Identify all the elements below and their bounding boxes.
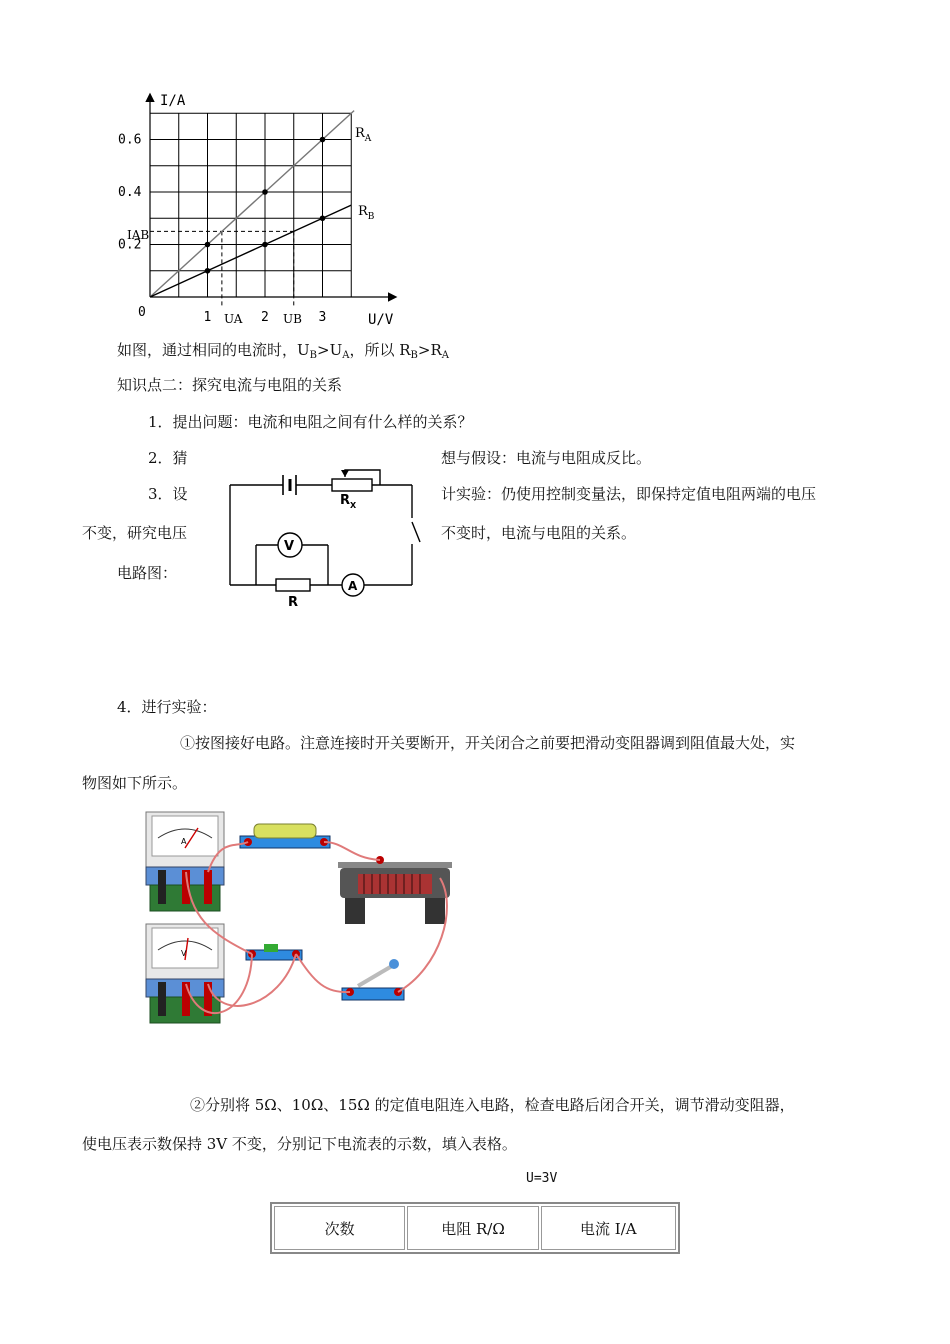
slider-arrow [341,470,349,477]
step-3-right: 计实验：仍使用控制变量法，即保持定值电阻两端的电压 [441,485,817,503]
para2-line1: ②分别将 5Ω、10Ω、15Ω 的定值电阻连入电路，检查电路后闭合开关，调节滑动变阻器， [190,1096,795,1114]
voltmeter-letter: V [284,539,295,554]
apparatus-illustration [140,808,470,1040]
dashed-guides [150,231,294,307]
result-table [270,1202,680,1254]
x-axis-label: U/V [368,312,394,328]
table-header-cell: 次数 [274,1206,405,1250]
y-tick-label: 0.4 [118,185,142,200]
fixed-resistor-middle [246,944,302,960]
series-label-rb: $R_B$ [358,204,375,222]
para1-line2: 物图如下所示。 [82,774,188,792]
step-1: 1．提出问题：电流和电阻之间有什么样的关系？ [148,413,473,431]
table-caption: U=3V [526,1171,558,1186]
data-point [262,189,268,195]
data-point [205,268,211,274]
step-4: 4．进行实验： [117,698,217,716]
x-tick-label: 2 [261,310,269,325]
svg-text:V: V [181,949,187,958]
data-point [262,242,268,248]
step-2-right: 想与假设：电流与电阻成反比。 [441,449,652,467]
x-tick-label: 1 [203,310,212,325]
graph-caption: 如图，通过相同的电流时，$U_B>U_A$，所以 $R_B>R_A$ [117,341,449,361]
rheostat-device [338,856,452,924]
para1-line1: ①按图接好电路。注意连接时开关要断开，开关闭合之前要把滑动变阻器调到阻值最大处，实 [180,734,796,752]
section-title: 知识点二：探究电流与电阻的关系 [117,376,343,394]
iu-graph [100,85,440,345]
series-label-ra: $R_A$ [355,126,372,144]
label-i-ab: IAB [127,228,150,242]
rheostat-body [332,479,372,491]
rheostat-label: $R_X$ [340,493,357,510]
step-3-left: 3．设 [148,485,188,503]
y-axis-label: I/A [160,93,186,109]
line-left: 不变，研究电压 [82,524,188,542]
table-header-cell: 电流 I/A [541,1206,676,1250]
table-header-cell: 电阻 R/Ω [407,1206,538,1250]
circuit-label: 电路图： [117,564,178,582]
svg-text:A: A [181,837,187,846]
label-u-b: UB [283,312,302,326]
data-point [320,215,326,221]
origin-label: 0 [138,305,146,320]
step-2-left: 2．猜 [148,449,188,467]
para2-line2: 使电压表示数保持 3V 不变，分别记下电流表的示数，填入表格。 [82,1135,517,1153]
table-header-row [274,1206,676,1250]
line-right: 不变时，电流与电阻的关系。 [441,524,637,542]
fixed-resistor-top [240,824,330,848]
ammeter-letter: A [348,579,358,593]
y-tick-label: 0.6 [118,132,142,148]
y-tick-label: 0.2 [118,237,142,253]
voltmeter-device [146,924,224,1023]
knife-switch-device [342,959,404,1000]
resistor-label: R [288,595,299,610]
x-tick-label: 3 [318,310,327,325]
switch-blade [412,522,420,542]
label-u-a: UA [224,312,243,326]
circuit-diagram [220,460,425,610]
data-point [320,137,326,143]
resistor-body [276,579,310,591]
data-point [205,242,211,248]
